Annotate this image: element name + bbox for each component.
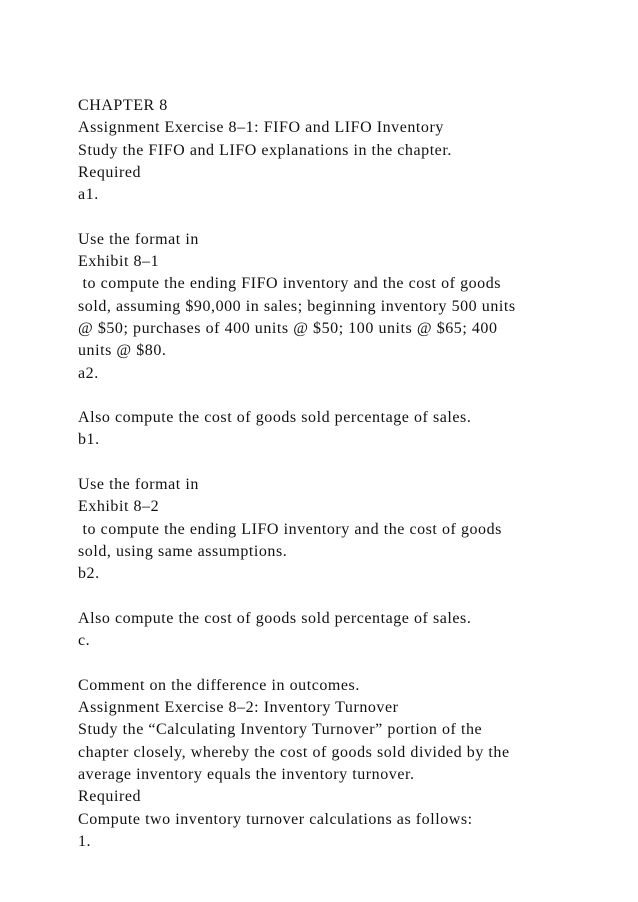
text-line: units @ $80. bbox=[78, 342, 167, 360]
text-line: sold, assuming $90,000 in sales; beginning inventory 500 units bbox=[78, 297, 516, 315]
item-label: a1. bbox=[78, 186, 99, 204]
text-line: Study the FIFO and LIFO explanations in the chapter. bbox=[78, 141, 452, 159]
exercise-title: Assignment Exercise 8–1: FIFO and LIFO Inventory bbox=[78, 119, 444, 137]
item-label: b2. bbox=[78, 565, 100, 583]
text-line: Study the “Calculating Inventory Turnover” portion of the bbox=[78, 721, 483, 739]
blank-line bbox=[78, 385, 618, 407]
text-line: Use the format in bbox=[78, 230, 199, 248]
required-label: Required bbox=[78, 788, 142, 806]
chapter-heading: CHAPTER 8 bbox=[78, 97, 168, 114]
exercise-title: Assignment Exercise 8–2: Inventory Turnover bbox=[78, 699, 399, 717]
blank-line bbox=[78, 652, 618, 674]
required-label: Required bbox=[78, 163, 142, 181]
text-line: Also compute the cost of goods sold percentage of sales. bbox=[78, 409, 472, 427]
text-line: to compute the ending FIFO inventory and the cost of goods bbox=[78, 275, 502, 293]
blank-line bbox=[78, 586, 618, 608]
blank-line bbox=[78, 206, 618, 228]
item-label: a2. bbox=[78, 364, 99, 382]
text-line: Use the format in bbox=[78, 476, 199, 494]
text-line: chapter closely, whereby the cost of goods sold divided by the bbox=[78, 743, 510, 761]
blank-line bbox=[78, 452, 618, 474]
text-line: Compute two inventory turnover calculations as follows: bbox=[78, 810, 473, 828]
exhibit-reference: Exhibit 8–2 bbox=[78, 498, 160, 516]
item-label: c. bbox=[78, 632, 91, 650]
item-label: 1. bbox=[78, 832, 92, 850]
item-label: b1. bbox=[78, 431, 100, 449]
exhibit-reference: Exhibit 8–1 bbox=[78, 253, 160, 271]
document-text bbox=[78, 95, 618, 853]
text-line: sold, using same assumptions. bbox=[78, 542, 288, 560]
text-line: average inventory equals the inventory turnover. bbox=[78, 765, 415, 783]
text-line: to compute the ending LIFO inventory and the cost of goods bbox=[78, 520, 502, 538]
text-line: Also compute the cost of goods sold percentage of sales. bbox=[78, 609, 472, 627]
text-line: Comment on the difference in outcomes. bbox=[78, 676, 360, 694]
text-line: @ $50; purchases of 400 units @ $50; 100 units @ $65; 400 bbox=[78, 319, 498, 337]
